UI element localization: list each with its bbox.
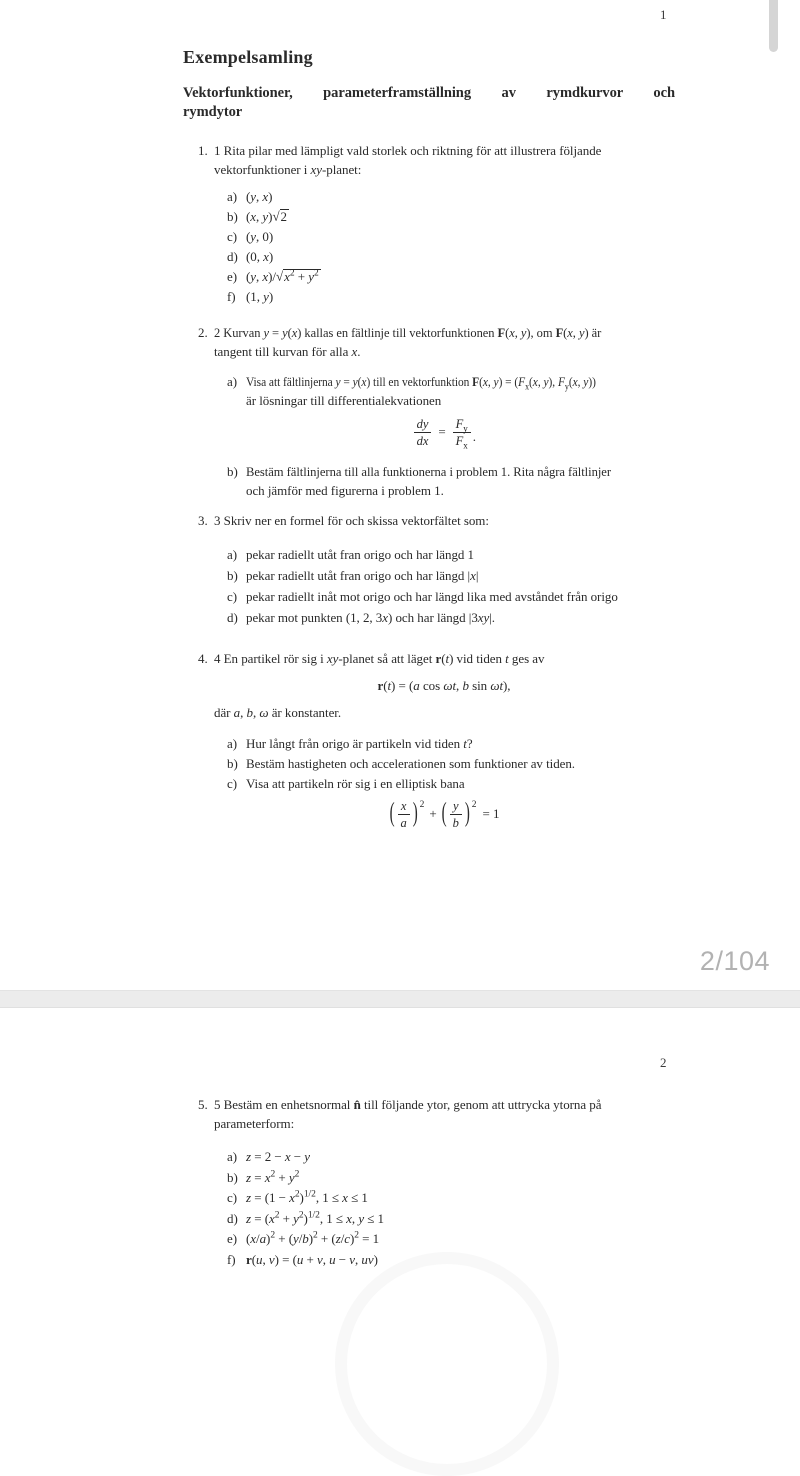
problem-4-items (214, 735, 674, 794)
problem-5-items (214, 1148, 674, 1269)
problem-1-body (214, 142, 674, 308)
equals-one: = 1 (482, 806, 500, 822)
problem-2 (198, 324, 674, 502)
paragraph-line: och jämför med figurerna i problem 1. (246, 482, 444, 498)
problem-item: a) Hur långt från origo är partikeln vid tiden t? (227, 735, 473, 751)
page-indicator: 2/104 (699, 946, 770, 976)
formula-ellipse: ( $\frac{x}{a}$ ) $^2$ + ( $\frac{y}{b}$ ) $^2$ = 1 (389, 799, 500, 830)
problem-item: f) (1, y) (227, 289, 274, 304)
problem-3-marker: 3. (198, 513, 208, 528)
formula-field-line-ode (246, 417, 644, 451)
problem-3-body (214, 512, 674, 630)
formula-period: . (472, 428, 476, 444)
problem-3 (198, 512, 674, 630)
problem-item: d) pekar mot punkten (1, 2, 3x) och har längd |3xy|. (227, 609, 496, 625)
document-title: Exempelsamling (183, 47, 313, 67)
problem-item: c) Visa att partikeln rör sig i en elliptisk bana (227, 775, 465, 791)
problem-item: b) $z = x^2 + y^2$ (227, 1169, 300, 1185)
fraction-Fy-Fx: $\frac{F_y}{F_x}$ (453, 417, 471, 448)
equals-sign: = (438, 424, 446, 440)
problem-1-marker: 1. (198, 143, 208, 158)
problem-1-items (214, 188, 674, 307)
paragraph-line: 1 Rita pilar med lämpligt vald storlek och riktning för att illustrera följande (214, 143, 602, 158)
problem-2-body (214, 324, 674, 502)
paragraph-line: Visa att fältlinjerna y = y(x) till en vektorfunktion F(x, $y) = (F_x(x$, y), $F_y(x$, y)) (246, 374, 596, 392)
problem-item: b) pekar radiellt utåt fran origo och har längd |x| (227, 567, 479, 583)
problem-item-b: b) Bestäm fältlinjerna till alla funktionerna i problem 1. Rita några fältlinjer och jämför med figurerna i problem 1. (227, 463, 674, 500)
right-paren: ) (412, 799, 418, 829)
page-gap (0, 990, 800, 1008)
problem-1 (198, 142, 674, 308)
fraction-x-a: $\frac{x}{a}$ (398, 799, 410, 830)
section-heading-line2: rymdytor (183, 104, 243, 120)
fraction-dy-dx: $\frac{dy}{dx}$ (414, 417, 432, 448)
problem-item: a) z = 2 − x − y (227, 1149, 310, 1164)
problem-item: e) $(x/a)^2 + (y/b)^2 + (z/c)^2 = 1$ (227, 1230, 380, 1246)
problem-4-marker: 4. (198, 651, 208, 666)
paragraph-line: 3 Skriv ner en formel för och skissa vektorfältet som: (214, 513, 489, 528)
left-paren: ( (441, 799, 447, 829)
problem-2b-content (246, 463, 622, 500)
page-number-1: 1 (660, 7, 667, 22)
problem-2-items (214, 373, 674, 500)
watermark-circle (335, 1252, 559, 1476)
problem-item: c) $z = (1 - x^2)^{1/2}$, 1 ≤ x ≤ 1 (227, 1189, 368, 1205)
problem-item: a) pekar radiellt utåt fran origo och har längd 1 (227, 546, 474, 562)
paragraph-line: tangent till kurvan för alla x. (214, 343, 361, 359)
formula-position-vector: r(t) = (a cos ωt, b sin ωt), (377, 677, 511, 693)
problem-item-a: a) Visa att fältlinjerna y = y(x) till en vektorfunktion F(x, $y) = (F_x(x$, y), $F_y(x$, y)) är lösningar till differentialekvationen $\frac{dy}{dx}$ = $\frac{F_y}{F_x}$ . (227, 373, 674, 456)
problem-item: d) (0, x) (227, 249, 274, 264)
section-heading (183, 84, 675, 122)
paragraph-line: är lösningar till differentialekvationen (246, 392, 442, 408)
paragraph-line: Bestäm fältlinjerna till alla funktionerna i problem 1. Rita några fältlinjer (246, 464, 611, 479)
problem-2-marker: 2. (198, 325, 208, 340)
paragraph-line: 5 Bestäm en enhetsnormal n̂ till följande ytor, genom att uttrycka ytorna på (214, 1097, 602, 1112)
problem-5-body (214, 1096, 674, 1271)
problem-item: b) (x, y)√2 (227, 208, 287, 224)
problem-item: d) $z = (x^2 + y^2)^{1/2}$, 1 ≤ x, y ≤ 1 (227, 1210, 384, 1226)
problem-item: a) (y, x) (227, 189, 273, 204)
problem-item: b) Bestäm hastigheten och accelerationen som funktioner av tiden. (227, 755, 576, 771)
page-number-2: 2 (660, 1055, 667, 1070)
left-paren: ( (389, 799, 395, 829)
paragraph-line: 2 Kurvan y = y(x) kallas en fältlinje till vektorfunktionen F(x, y), om F(x, y) är (214, 325, 602, 340)
paragraph-line: där a, b, ω är konstanter. (214, 705, 342, 720)
plus-sign: + (429, 806, 437, 822)
right-paren: ) (464, 799, 470, 829)
fraction-y-b: $\frac{y}{b}$ (450, 799, 462, 830)
problem-item: c) (y, 0) (227, 229, 274, 244)
problem-4 (198, 650, 674, 830)
problem-5 (198, 1096, 674, 1271)
problem-5-marker: 5. (198, 1097, 208, 1112)
problem-4-body (214, 650, 674, 830)
problem-item: f) r(u, v) = (u + v, u − v, uv) (227, 1251, 378, 1267)
paragraph-line: 4 En partikel rör sig i xy-planet så att läget r(t) vid tiden t ges av (214, 651, 545, 666)
section-heading-line1: Vektorfunktioner, parameterframställning av rymdkurvor och (183, 85, 675, 101)
problem-2a-content (246, 373, 644, 456)
problem-3-items (214, 546, 674, 628)
problem-item: e) (y, $x)/√x^2 + y^2$ (227, 268, 319, 284)
paragraph-line: parameterform: (214, 1115, 295, 1131)
scrollbar-thumb[interactable] (769, 0, 778, 52)
paragraph-line: vektorfunktioner i xy-planet: (214, 161, 362, 177)
problem-item: c) pekar radiellt inåt mot origo och har längd lika med avståndet från origo (227, 588, 618, 604)
